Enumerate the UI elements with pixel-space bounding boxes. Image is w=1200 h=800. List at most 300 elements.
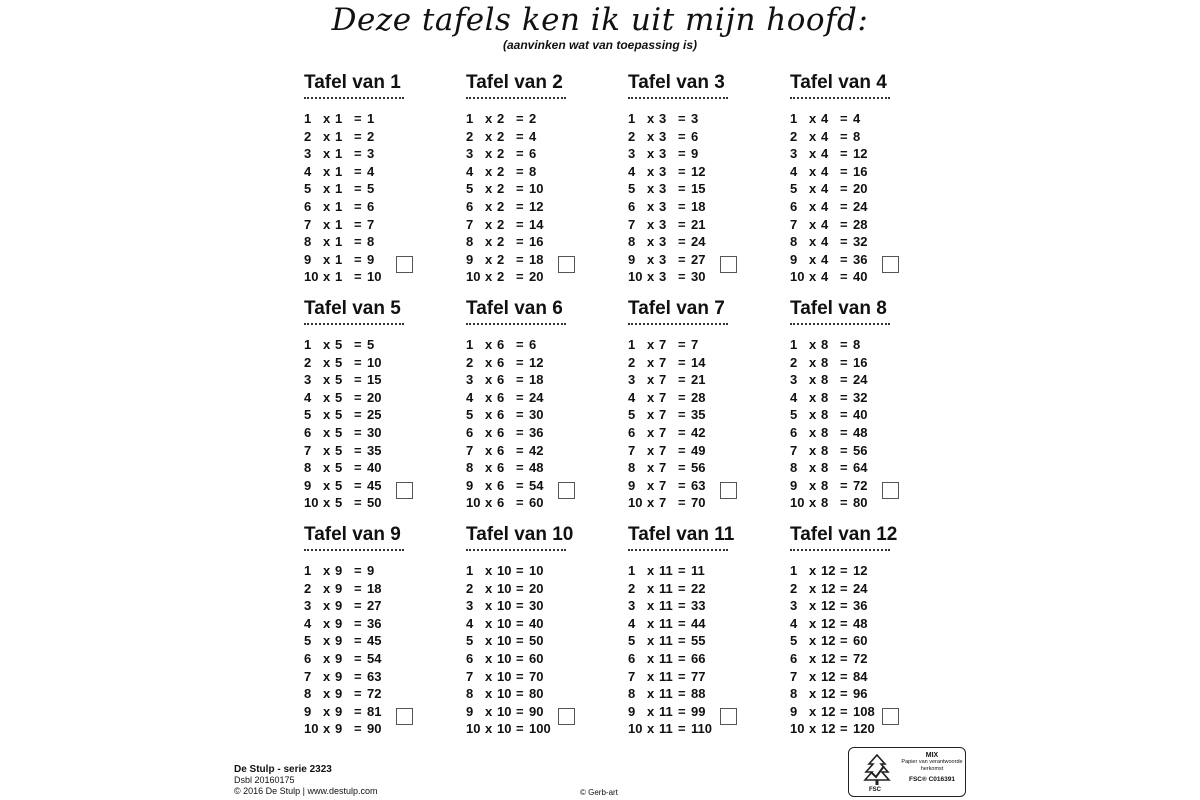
table-row bbox=[466, 268, 616, 286]
page-title: Deze tafels ken ik uit mijn hoofd: bbox=[331, 2, 869, 38]
times-sign: x bbox=[809, 721, 817, 737]
times-sign: x bbox=[485, 598, 493, 614]
times-sign: x bbox=[809, 128, 817, 144]
multiplicand: 5 bbox=[335, 407, 343, 423]
times-sign: x bbox=[647, 198, 655, 214]
product: 81 bbox=[367, 703, 382, 719]
times-sign: x bbox=[485, 128, 493, 144]
table-row bbox=[466, 494, 616, 512]
product: 4 bbox=[853, 111, 861, 126]
product: 4 bbox=[367, 163, 375, 179]
times-sign: x bbox=[647, 146, 655, 162]
multiplier: 3 bbox=[628, 372, 636, 388]
equals-sign: = bbox=[516, 216, 524, 232]
table-row bbox=[466, 145, 616, 163]
multiplicand: 8 bbox=[821, 372, 829, 388]
equals-sign: = bbox=[354, 598, 362, 614]
equals-sign: = bbox=[678, 163, 686, 179]
times-sign: x bbox=[647, 598, 655, 614]
table-checkbox[interactable] bbox=[396, 256, 413, 273]
equals-sign: = bbox=[354, 424, 362, 440]
multiplier: 6 bbox=[466, 424, 474, 440]
times-sign: x bbox=[647, 407, 655, 423]
table-row bbox=[304, 198, 454, 216]
product: 27 bbox=[367, 598, 382, 614]
times-sign: x bbox=[485, 181, 493, 197]
times-sign: x bbox=[809, 633, 817, 649]
multiplier: 2 bbox=[790, 580, 798, 596]
equals-sign: = bbox=[678, 372, 686, 388]
equals-sign: = bbox=[516, 615, 524, 631]
table-row bbox=[628, 251, 778, 269]
product: 3 bbox=[691, 111, 699, 126]
multiplier: 5 bbox=[466, 407, 474, 423]
product: 36 bbox=[529, 424, 544, 440]
equals-sign: = bbox=[840, 442, 848, 458]
multiplicand: 8 bbox=[821, 389, 829, 405]
multiplicand: 7 bbox=[659, 442, 667, 458]
multiplier: 8 bbox=[466, 686, 474, 702]
product: 21 bbox=[691, 216, 706, 232]
equals-sign: = bbox=[840, 198, 848, 214]
table-checkbox[interactable] bbox=[882, 708, 899, 725]
multiplicand: 11 bbox=[659, 598, 673, 614]
table-row bbox=[790, 389, 940, 407]
times-sign: x bbox=[485, 424, 493, 440]
table-row bbox=[628, 389, 778, 407]
equals-sign: = bbox=[840, 146, 848, 162]
table-checkbox[interactable] bbox=[558, 708, 575, 725]
multiplicand: 6 bbox=[497, 424, 505, 440]
table-row bbox=[628, 720, 778, 738]
product: 63 bbox=[367, 668, 382, 684]
multiplicand: 9 bbox=[335, 633, 343, 649]
table-checkbox[interactable] bbox=[558, 482, 575, 499]
table-row bbox=[790, 459, 940, 477]
table-row bbox=[628, 597, 778, 615]
times-sign: x bbox=[485, 650, 493, 666]
times-sign: x bbox=[485, 477, 493, 493]
fsc-desc: Papier van verantwoorde herkomst bbox=[901, 759, 963, 772]
multiplicand: 5 bbox=[335, 442, 343, 458]
table-row bbox=[790, 615, 940, 633]
times-sign: x bbox=[323, 598, 331, 614]
table-checkbox[interactable] bbox=[396, 482, 413, 499]
multiplicand: 6 bbox=[497, 337, 505, 352]
equals-sign: = bbox=[678, 580, 686, 596]
multiplier: 8 bbox=[790, 234, 798, 250]
times-sign: x bbox=[323, 337, 331, 352]
product: 88 bbox=[691, 686, 706, 702]
multiplicand: 6 bbox=[497, 372, 505, 388]
multiplier: 3 bbox=[304, 372, 312, 388]
multiplicand: 11 bbox=[659, 721, 673, 737]
table-title: Tafel van 11 bbox=[628, 524, 728, 551]
product: 2 bbox=[529, 111, 537, 126]
multiplicand: 10 bbox=[497, 668, 512, 684]
times-sign: x bbox=[323, 668, 331, 684]
product: 48 bbox=[853, 424, 868, 440]
times-sign: x bbox=[485, 389, 493, 405]
multiplicand: 1 bbox=[335, 128, 343, 144]
times-sign: x bbox=[809, 703, 817, 719]
footer-publisher bbox=[234, 764, 378, 797]
times-table bbox=[628, 72, 778, 286]
multiplier: 1 bbox=[628, 337, 636, 352]
table-row bbox=[790, 251, 940, 269]
multiplier: 5 bbox=[304, 633, 312, 649]
table-row bbox=[628, 442, 778, 460]
product: 100 bbox=[529, 721, 551, 737]
table-title: Tafel van 2 bbox=[466, 72, 566, 99]
times-sign: x bbox=[809, 372, 817, 388]
multiplicand: 11 bbox=[659, 563, 673, 578]
product: 22 bbox=[691, 580, 706, 596]
times-sign: x bbox=[647, 563, 655, 578]
multiplier: 7 bbox=[304, 216, 312, 232]
multiplier: 5 bbox=[790, 181, 798, 197]
table-title: Tafel van 8 bbox=[790, 298, 890, 325]
equals-sign: = bbox=[840, 580, 848, 596]
multiplier: 9 bbox=[628, 477, 636, 493]
table-row bbox=[628, 459, 778, 477]
equals-sign: = bbox=[840, 389, 848, 405]
times-sign: x bbox=[485, 337, 493, 352]
equals-sign: = bbox=[678, 668, 686, 684]
multiplier: 4 bbox=[628, 389, 636, 405]
product: 2 bbox=[367, 128, 375, 144]
table-checkbox[interactable] bbox=[720, 482, 737, 499]
product: 20 bbox=[529, 580, 544, 596]
product: 40 bbox=[853, 269, 868, 285]
multiplier: 2 bbox=[628, 354, 636, 370]
product: 120 bbox=[853, 721, 875, 737]
multiplicand: 4 bbox=[821, 146, 829, 162]
product: 72 bbox=[853, 650, 868, 666]
table-row bbox=[466, 459, 616, 477]
multiplicand: 10 bbox=[497, 598, 512, 614]
equals-sign: = bbox=[516, 128, 524, 144]
equals-sign: = bbox=[840, 372, 848, 388]
multiplier: 1 bbox=[628, 111, 636, 126]
multiplier: 5 bbox=[304, 407, 312, 423]
multiplier: 6 bbox=[790, 424, 798, 440]
product: 8 bbox=[853, 128, 861, 144]
multiplicand: 10 bbox=[497, 703, 512, 719]
product: 70 bbox=[691, 495, 706, 511]
multiplier: 9 bbox=[628, 251, 636, 267]
multiplicand: 5 bbox=[335, 424, 343, 440]
table-row bbox=[790, 580, 940, 598]
equals-sign: = bbox=[354, 495, 362, 511]
multiplier: 10 bbox=[628, 269, 643, 285]
equals-sign: = bbox=[678, 442, 686, 458]
table-checkbox[interactable] bbox=[558, 256, 575, 273]
product: 36 bbox=[853, 251, 868, 267]
multiplier: 10 bbox=[304, 269, 319, 285]
equals-sign: = bbox=[516, 269, 524, 285]
product: 35 bbox=[691, 407, 706, 423]
times-sign: x bbox=[809, 389, 817, 405]
times-sign: x bbox=[323, 650, 331, 666]
table-row bbox=[790, 597, 940, 615]
product: 24 bbox=[853, 580, 868, 596]
footer-brand: De Stulp - serie 2323 bbox=[234, 764, 332, 775]
equals-sign: = bbox=[516, 721, 524, 737]
product: 16 bbox=[529, 234, 544, 250]
multiplier: 5 bbox=[790, 633, 798, 649]
multiplier: 1 bbox=[304, 337, 312, 352]
table-row bbox=[304, 354, 454, 372]
multiplier: 7 bbox=[628, 442, 636, 458]
product: 20 bbox=[367, 389, 382, 405]
table-row bbox=[628, 703, 778, 721]
times-table bbox=[628, 524, 778, 738]
multiplicand: 6 bbox=[497, 389, 505, 405]
multiplicand: 7 bbox=[659, 477, 667, 493]
equals-sign: = bbox=[840, 111, 848, 126]
product: 60 bbox=[529, 650, 544, 666]
multiplicand: 5 bbox=[335, 372, 343, 388]
multiplier: 10 bbox=[304, 495, 319, 511]
multiplicand: 5 bbox=[335, 389, 343, 405]
times-sign: x bbox=[323, 633, 331, 649]
equals-sign: = bbox=[516, 580, 524, 596]
table-checkbox[interactable] bbox=[720, 256, 737, 273]
times-sign: x bbox=[647, 181, 655, 197]
equals-sign: = bbox=[354, 686, 362, 702]
table-row bbox=[466, 216, 616, 234]
times-sign: x bbox=[485, 354, 493, 370]
table-checkbox[interactable] bbox=[720, 708, 737, 725]
multiplier: 4 bbox=[628, 615, 636, 631]
table-row bbox=[790, 268, 940, 286]
product: 24 bbox=[853, 198, 868, 214]
table-row bbox=[304, 562, 454, 580]
product: 48 bbox=[853, 615, 868, 631]
product: 5 bbox=[367, 337, 375, 352]
product: 54 bbox=[367, 650, 382, 666]
product: 12 bbox=[529, 198, 544, 214]
table-row bbox=[466, 477, 616, 495]
multiplier: 10 bbox=[304, 721, 319, 737]
table-row bbox=[466, 354, 616, 372]
multiplier: 1 bbox=[466, 337, 474, 352]
multiplier: 2 bbox=[304, 580, 312, 596]
equals-sign: = bbox=[516, 686, 524, 702]
equals-sign: = bbox=[516, 495, 524, 511]
fsc-tree-check-icon bbox=[855, 752, 899, 788]
product: 18 bbox=[367, 580, 382, 596]
multiplier: 7 bbox=[466, 216, 474, 232]
multiplier: 3 bbox=[628, 146, 636, 162]
product: 80 bbox=[853, 495, 868, 511]
times-sign: x bbox=[647, 163, 655, 179]
equals-sign: = bbox=[516, 372, 524, 388]
times-sign: x bbox=[647, 389, 655, 405]
multiplier: 7 bbox=[466, 442, 474, 458]
multiplier: 10 bbox=[466, 495, 481, 511]
product: 4 bbox=[529, 128, 537, 144]
table-row bbox=[466, 233, 616, 251]
equals-sign: = bbox=[840, 460, 848, 476]
equals-sign: = bbox=[354, 372, 362, 388]
product: 110 bbox=[691, 721, 712, 737]
multiplicand: 6 bbox=[497, 477, 505, 493]
table-row bbox=[628, 233, 778, 251]
multiplicand: 4 bbox=[821, 251, 829, 267]
times-sign: x bbox=[647, 495, 655, 511]
multiplier: 5 bbox=[628, 633, 636, 649]
equals-sign: = bbox=[516, 198, 524, 214]
times-sign: x bbox=[485, 198, 493, 214]
equals-sign: = bbox=[678, 111, 686, 126]
equals-sign: = bbox=[354, 650, 362, 666]
times-sign: x bbox=[485, 234, 493, 250]
product: 24 bbox=[529, 389, 544, 405]
table-checkbox[interactable] bbox=[882, 482, 899, 499]
times-sign: x bbox=[809, 424, 817, 440]
equals-sign: = bbox=[354, 407, 362, 423]
multiplier: 4 bbox=[790, 163, 798, 179]
equals-sign: = bbox=[840, 615, 848, 631]
equals-sign: = bbox=[354, 563, 362, 578]
multiplier: 3 bbox=[304, 146, 312, 162]
product: 18 bbox=[691, 198, 706, 214]
table-row bbox=[790, 668, 940, 686]
multiplicand: 11 bbox=[659, 615, 673, 631]
table-row bbox=[304, 685, 454, 703]
multiplicand: 8 bbox=[821, 407, 829, 423]
multiplier: 8 bbox=[628, 460, 636, 476]
multiplicand: 1 bbox=[335, 181, 343, 197]
multiplier: 4 bbox=[466, 615, 474, 631]
times-sign: x bbox=[323, 216, 331, 232]
equals-sign: = bbox=[840, 181, 848, 197]
equals-sign: = bbox=[678, 337, 686, 352]
multiplicand: 4 bbox=[821, 163, 829, 179]
equals-sign: = bbox=[516, 477, 524, 493]
equals-sign: = bbox=[516, 111, 524, 126]
table-row bbox=[628, 494, 778, 512]
product: 30 bbox=[691, 269, 706, 285]
multiplier: 10 bbox=[466, 269, 481, 285]
times-sign: x bbox=[323, 181, 331, 197]
times-sign: x bbox=[323, 686, 331, 702]
multiplicand: 2 bbox=[497, 111, 505, 126]
table-checkbox[interactable] bbox=[882, 256, 899, 273]
table-row bbox=[790, 233, 940, 251]
product: 72 bbox=[853, 477, 868, 493]
multiplier: 2 bbox=[304, 128, 312, 144]
equals-sign: = bbox=[678, 650, 686, 666]
multiplier: 4 bbox=[790, 389, 798, 405]
table-row bbox=[790, 685, 940, 703]
multiplier: 7 bbox=[790, 668, 798, 684]
equals-sign: = bbox=[516, 337, 524, 352]
times-sign: x bbox=[485, 615, 493, 631]
multiplicand: 12 bbox=[821, 615, 836, 631]
product: 70 bbox=[529, 668, 544, 684]
multiplier: 6 bbox=[790, 198, 798, 214]
times-sign: x bbox=[485, 111, 493, 126]
table-checkbox[interactable] bbox=[396, 708, 413, 725]
multiplicand: 5 bbox=[335, 337, 343, 352]
multiplicand: 5 bbox=[335, 477, 343, 493]
times-sign: x bbox=[485, 686, 493, 702]
multiplicand: 1 bbox=[335, 251, 343, 267]
table-row bbox=[466, 371, 616, 389]
equals-sign: = bbox=[678, 633, 686, 649]
times-sign: x bbox=[809, 477, 817, 493]
equals-sign: = bbox=[840, 495, 848, 511]
equals-sign: = bbox=[678, 703, 686, 719]
equals-sign: = bbox=[516, 354, 524, 370]
table-row bbox=[790, 128, 940, 146]
equals-sign: = bbox=[516, 460, 524, 476]
equals-sign: = bbox=[354, 146, 362, 162]
multiplier: 8 bbox=[466, 234, 474, 250]
table-row bbox=[628, 685, 778, 703]
equals-sign: = bbox=[678, 615, 686, 631]
equals-sign: = bbox=[516, 668, 524, 684]
multiplier: 6 bbox=[304, 424, 312, 440]
times-sign: x bbox=[323, 495, 331, 511]
product: 7 bbox=[691, 337, 699, 352]
multiplier: 4 bbox=[466, 163, 474, 179]
multiplicand: 3 bbox=[659, 111, 667, 126]
table-row bbox=[304, 632, 454, 650]
product: 108 bbox=[853, 703, 875, 719]
equals-sign: = bbox=[840, 703, 848, 719]
table-row bbox=[466, 703, 616, 721]
times-sign: x bbox=[323, 563, 331, 578]
product: 24 bbox=[691, 234, 706, 250]
multiplier: 10 bbox=[790, 495, 805, 511]
multiplicand: 5 bbox=[335, 460, 343, 476]
multiplier: 1 bbox=[304, 563, 312, 578]
multiplier: 3 bbox=[466, 598, 474, 614]
multiplicand: 12 bbox=[821, 650, 836, 666]
times-sign: x bbox=[647, 633, 655, 649]
times-sign: x bbox=[647, 424, 655, 440]
table-row bbox=[304, 442, 454, 460]
equals-sign: = bbox=[354, 721, 362, 737]
multiplicand: 11 bbox=[659, 703, 673, 719]
table-row bbox=[304, 424, 454, 442]
equals-sign: = bbox=[354, 477, 362, 493]
multiplicand: 3 bbox=[659, 128, 667, 144]
table-row bbox=[628, 477, 778, 495]
multiplicand: 12 bbox=[821, 686, 836, 702]
multiplicand: 6 bbox=[497, 407, 505, 423]
equals-sign: = bbox=[354, 198, 362, 214]
product: 33 bbox=[691, 598, 706, 614]
multiplicand: 1 bbox=[335, 146, 343, 162]
times-sign: x bbox=[323, 721, 331, 737]
times-sign: x bbox=[647, 442, 655, 458]
multiplier: 2 bbox=[466, 354, 474, 370]
table-row bbox=[466, 128, 616, 146]
times-sign: x bbox=[809, 563, 817, 578]
times-table bbox=[790, 72, 940, 286]
table-row bbox=[628, 406, 778, 424]
table-row bbox=[790, 703, 940, 721]
times-sign: x bbox=[809, 337, 817, 352]
multiplicand: 2 bbox=[497, 146, 505, 162]
multiplier: 5 bbox=[790, 407, 798, 423]
table-row bbox=[304, 668, 454, 686]
